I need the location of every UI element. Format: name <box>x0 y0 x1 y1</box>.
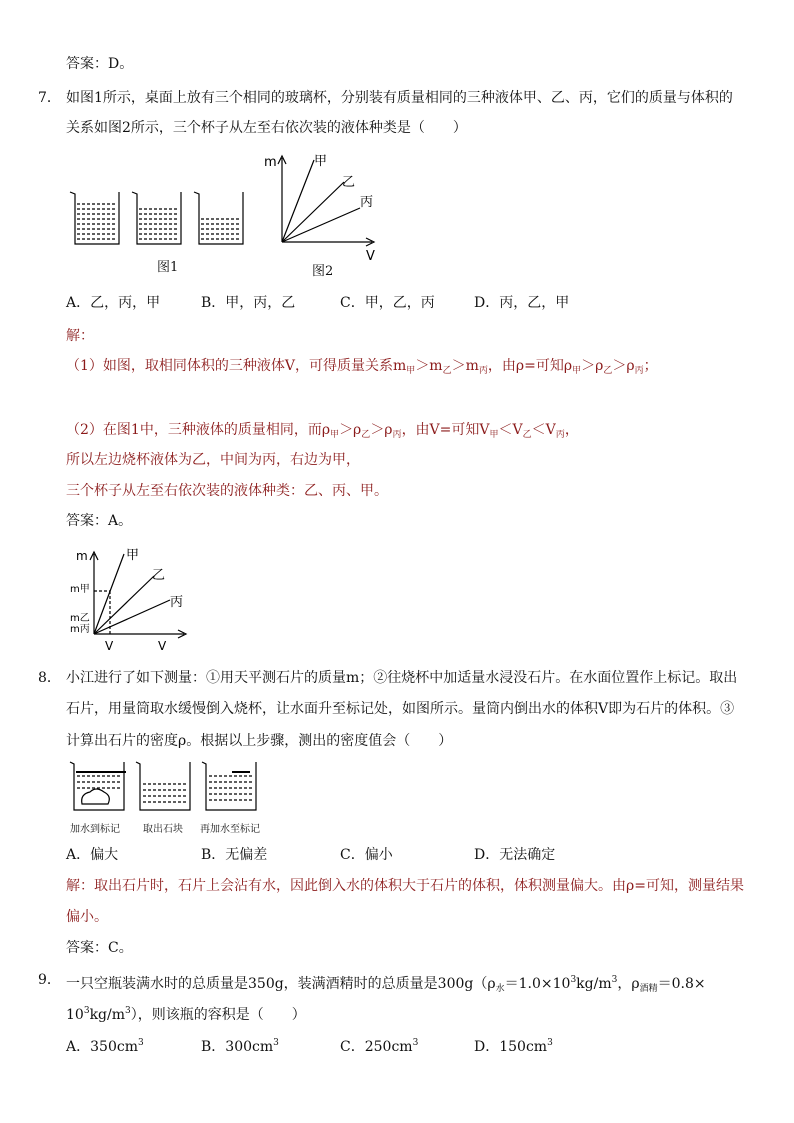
q7-answer: 答案：A。 <box>66 513 133 529</box>
q9-stem-line1: 一只空瓶装满水时的总质量是350g，装满酒精时的总质量是$300g(\rho_水=1.0\times 10^3kg/m^3$，$\rho_{酒精}=0.8\times$ <box>66 975 706 994</box>
q8-solution-1: 解：取出石片时，石片上会沾有水，因此倒入水的体积大于石片的体积，体积测量偏大。由ρ=可知，测量结果 <box>66 878 744 894</box>
q7-stem-line2: 关系如图2所示，三个杯子从左至右依次装的液体种类是（ ） <box>66 120 467 136</box>
y-axis-label: m <box>264 155 277 170</box>
q8-stem-line3: 计算出石片的密度ρ。根据以上步骤，测出的密度值会（ ） <box>66 733 453 749</box>
sol-y-axis-label: m <box>76 549 88 563</box>
q8-stem-line1: 小江进行了如下测量：①用天平测石片的质量m；②往烧杯中加适量水浸没石片。在水面位置作上标记。取出 <box>66 670 738 686</box>
sol-x-axis-label: V <box>158 639 167 653</box>
q8-figure-beakers <box>66 758 276 814</box>
sol-m-yi: m乙 <box>70 613 90 624</box>
q7-solution-2: （2）在图1中，三种液体的质量相同，而$\rho_甲>\rho_乙>\rho_丙$，由V=可知$V_甲<V_乙<V_丙$， <box>66 422 579 440</box>
sol-line-label-bing: 丙 <box>170 595 184 610</box>
line-label-yi: 乙 <box>342 175 356 190</box>
line-label-jia: 甲 <box>314 154 328 169</box>
q8-option-a: A．偏大 <box>66 847 119 863</box>
q8-caption-2: 取出石块 <box>143 824 183 835</box>
q7-option-a: A．乙，丙，甲 <box>66 295 161 311</box>
q9-option-d: D．$150cm^3$ <box>474 1038 553 1055</box>
q7-fig2-caption: 图2 <box>312 264 334 279</box>
q7-solution-label: 解： <box>66 328 94 344</box>
q7-fig1-caption: 图1 <box>157 260 179 275</box>
q7-solution-1: （1）如图，取相同体积的三种液体V，可得质量关系$m_甲>m_乙>m_丙$，由ρ=可知$\rho_甲>\rho_乙>\rho_丙$； <box>66 358 658 376</box>
x-axis-label: V <box>366 249 375 264</box>
sol-m-bing: m丙 <box>70 624 90 635</box>
q7-number: 7． <box>38 90 61 106</box>
q6-answer: 答案：D。 <box>66 56 134 72</box>
beaker-3 <box>194 192 243 244</box>
q9-option-a: A．$350cm^3$ <box>66 1038 144 1055</box>
q7-option-c: C．甲，乙，丙 <box>340 295 435 311</box>
q7-option-b: B．甲，丙，乙 <box>201 295 296 311</box>
q9-number: 9． <box>38 972 61 988</box>
q8-option-b: B．无偏差 <box>201 847 268 863</box>
q8-caption-3: 再加水至标记 <box>200 824 260 835</box>
q8-answer: 答案：C。 <box>66 940 133 956</box>
q7-solution-graph <box>66 544 196 656</box>
sol-line-label-jia: 甲 <box>126 548 140 563</box>
beaker-1 <box>70 192 119 244</box>
q7-solution-3: 所以左边烧杯液体为乙，中间为丙，右边为甲， <box>66 452 360 468</box>
q7-stem-line1: 如图1所示，桌面上放有三个相同的玻璃杯，分别装有质量相同的三种液体甲、乙、丙，它们的质量与体积的 <box>66 90 733 106</box>
q9-option-c: C．$250cm^3$ <box>340 1038 419 1055</box>
sol-line-label-yi: 乙 <box>152 568 166 583</box>
q8-stem-line2: 石片，用量筒取水缓慢倒入烧杯，让水面升至标记处，如图所示。量筒内倒出水的体积V即为石片的体积。③ <box>66 701 735 717</box>
beaker-2 <box>132 192 181 244</box>
sol-m-jia: m甲 <box>70 584 90 595</box>
line-label-bing: 丙 <box>360 195 374 210</box>
q9-option-b: B．$300cm^3$ <box>201 1038 279 1055</box>
sol-x-tick: V <box>105 639 114 653</box>
q7-solution-4: 三个杯子从左至右依次装的液体种类：乙、丙、甲。 <box>66 483 388 499</box>
q8-solution-2: 偏小。 <box>66 909 108 925</box>
q8-option-d: D．无法确定 <box>474 847 556 863</box>
q9-stem-line2: $10^3kg/m^3$），则该瓶的容积是（ ） <box>66 1006 306 1023</box>
line-yi <box>282 182 344 242</box>
q8-number: 8． <box>38 670 61 686</box>
q8-option-c: C．偏小 <box>340 847 393 863</box>
q7-option-d: D．丙，乙，甲 <box>474 295 570 311</box>
q8-caption-1: 加水到标记 <box>70 824 120 835</box>
q7-figure2-graph <box>262 150 382 262</box>
q7-figure1-beakers <box>66 186 246 248</box>
